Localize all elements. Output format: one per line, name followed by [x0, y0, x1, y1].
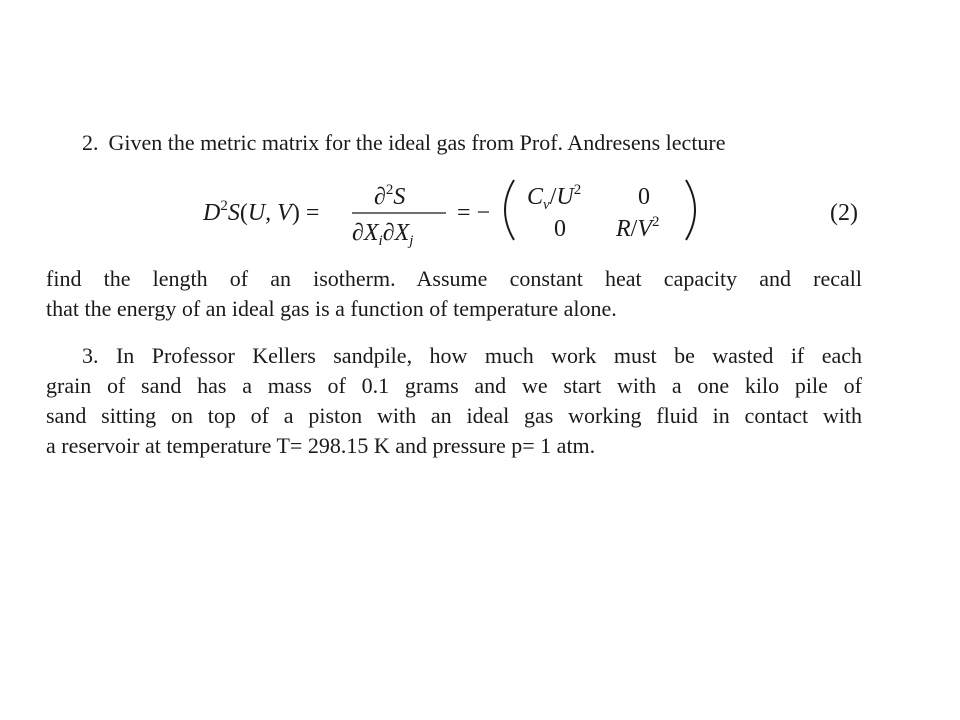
text-line: a reservoir at temperature T= 298.15 K and pressure p= 1 atm.: [46, 433, 596, 458]
equation-lhs: $D^2S(U$, V) =: [203, 198, 320, 226]
problem-2-number: 2.: [82, 130, 99, 155]
text-line: sand sitting on top of a piston with an ideal gas working fluid in contact with: [46, 403, 862, 428]
equation-label: (2): [830, 200, 858, 226]
text-line: find the length of an isotherm. Assume constant heat capacity and recall: [46, 266, 862, 291]
equation-2-graphic: [0, 168, 960, 248]
fraction-denominator: $\partial X_i\partial X_j$: [352, 220, 414, 248]
matrix-m12: 0: [638, 184, 650, 210]
equation-2: [0, 168, 960, 248]
problem-2-header: [82, 128, 862, 158]
problem-2-intro: Given the metric matrix for the ideal gas from Prof. Andresens lecture: [108, 130, 726, 155]
matrix-m11: $C_v/U^2$: [527, 182, 582, 213]
text-line: grain of sand has a mass of 0.1 grams and we start with a one kilo pile of: [46, 373, 862, 398]
matrix-m21: 0: [554, 216, 566, 242]
matrix-m22: $R/V^2$: [616, 214, 660, 242]
problem-2-body: [46, 264, 862, 324]
left-paren: [505, 180, 514, 240]
fraction-numerator: ∂$^2$S: [374, 182, 406, 210]
problem-3-body: [46, 341, 862, 461]
right-paren: [686, 180, 695, 240]
equals-minus: = −: [457, 200, 491, 226]
text-line: 3. In Professor Kellers sandpile, how much work must be wasted if each: [82, 343, 862, 368]
text-line: that the energy of an ideal gas is a function of temperature alone.: [46, 296, 617, 321]
